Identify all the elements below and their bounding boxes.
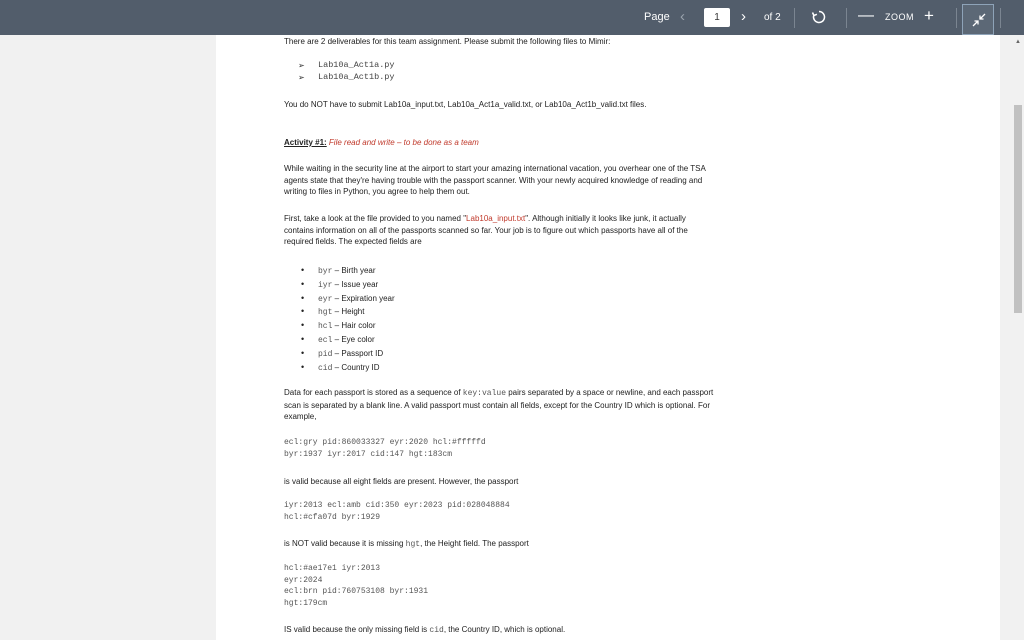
scroll-thumb[interactable] (1014, 105, 1022, 313)
prev-page-button[interactable]: ‹ (680, 8, 685, 25)
paragraph-2: First, take a look at the file provided to you named "Lab10a_input.txt". Although initially it looks like junk, it actually contains information on all of the passports scanned so far. Your job is to figure out which passports have all of the required fields. The expected fields are (284, 214, 688, 246)
scroll-up-icon[interactable]: ▲ (1015, 39, 1021, 45)
deliverables-list (298, 60, 395, 84)
collapse-icon (972, 13, 986, 27)
page-count: of 2 (764, 12, 781, 23)
zoom-in-button[interactable]: + (924, 6, 934, 25)
list-item: • pid – Passport ID (301, 347, 384, 359)
activity-title: Activity #1: (284, 138, 327, 147)
bullet-icon: • (301, 292, 305, 303)
list-item: • byr – Birth year (301, 265, 376, 276)
invalid-text: is NOT valid because it is missing hgt, the Height field. The passport (284, 539, 529, 549)
bullet-icon: • (301, 320, 305, 331)
bullet-icon: • (301, 278, 305, 289)
page-number-input[interactable]: 1 (704, 8, 730, 27)
fields-list (284, 265, 395, 375)
bullet-icon: • (301, 265, 305, 275)
activity-subtitle: File read and write – to be done as a team (328, 138, 479, 147)
toolbar-divider (1000, 8, 1001, 28)
pdf-page (216, 35, 1000, 640)
example-3-code: hcl:#ae17e1 iyr:2013 eyr:2024 ecl:brn pid:760753108 byr:1931 hgt:179cm (284, 564, 429, 608)
bullet-icon: • (301, 361, 305, 372)
next-page-button[interactable]: › (741, 8, 746, 25)
pdf-toolbar (0, 0, 1024, 35)
toolbar-divider (794, 8, 795, 28)
list-item: • hcl – Hair color (301, 320, 376, 332)
paragraph-3: Data for each passport is stored as a sequence of key:value pairs separated by a space or newline, and each passport scan is separated by a blank line. A valid passport must contain all fields, except for the Country ID which is optional. For example, (284, 388, 714, 421)
rotate-button[interactable] (811, 9, 827, 25)
list-item: ➢ Lab10a_Act1a.py (298, 60, 395, 70)
page-label: Page (644, 11, 670, 23)
list-item: • hgt – Height (301, 306, 365, 318)
bullet-icon: • (301, 306, 305, 317)
bullet-icon: • (301, 333, 305, 344)
activity-heading (284, 137, 479, 149)
rotate-icon (811, 9, 827, 25)
input-filename: Lab10a_input.txt (466, 214, 526, 223)
arrow-bullet-icon: ➢ (298, 73, 305, 82)
arrow-bullet-icon: ➢ (298, 61, 305, 70)
valid-1-text: is valid because all eight fields are present. However, the passport (284, 477, 519, 486)
paragraph-1: While waiting in the security line at the airport to start your amazing international vacation, you overhear one of the TSA agents state that they're having trouble with the passport scanner. With your newly acquired knowledge of reading and writing to files in Python, you agree to help them out. (284, 164, 706, 196)
bullet-icon: • (301, 347, 305, 358)
toolbar-divider (846, 8, 847, 28)
toolbar-divider (956, 8, 957, 28)
example-1-code: ecl:gry pid:860033327 eyr:2020 hcl:#fffffd byr:1937 iyr:2017 cid:147 hgt:183cm (284, 438, 486, 459)
list-item: • iyr – Issue year (301, 278, 379, 290)
zoom-out-button[interactable]: — (858, 7, 874, 24)
vertical-scrollbar[interactable] (1012, 35, 1024, 640)
list-item: • cid – Country ID (301, 361, 380, 373)
list-item: ➢ Lab10a_Act1b.py (298, 72, 395, 82)
valid-3-text: IS valid because the only missing field is cid, the Country ID, which is optional. (284, 625, 566, 635)
list-item: • ecl – Eye color (301, 333, 375, 345)
no-submit-text: You do NOT have to submit Lab10a_input.txt, Lab10a_Act1a_valid.txt, or Lab10a_Act1b_valid.txt files. (284, 100, 647, 109)
list-item: • eyr – Expiration year (301, 292, 395, 304)
exit-fullscreen-button[interactable] (962, 4, 994, 35)
intro-text: There are 2 deliverables for this team assignment. Please submit the following files to Mimir: (284, 37, 611, 46)
zoom-label: ZOOM (885, 12, 914, 22)
example-2-code: iyr:2013 ecl:amb cid:350 eyr:2023 pid:028048884 hcl:#cfa07d byr:1929 (284, 501, 510, 522)
